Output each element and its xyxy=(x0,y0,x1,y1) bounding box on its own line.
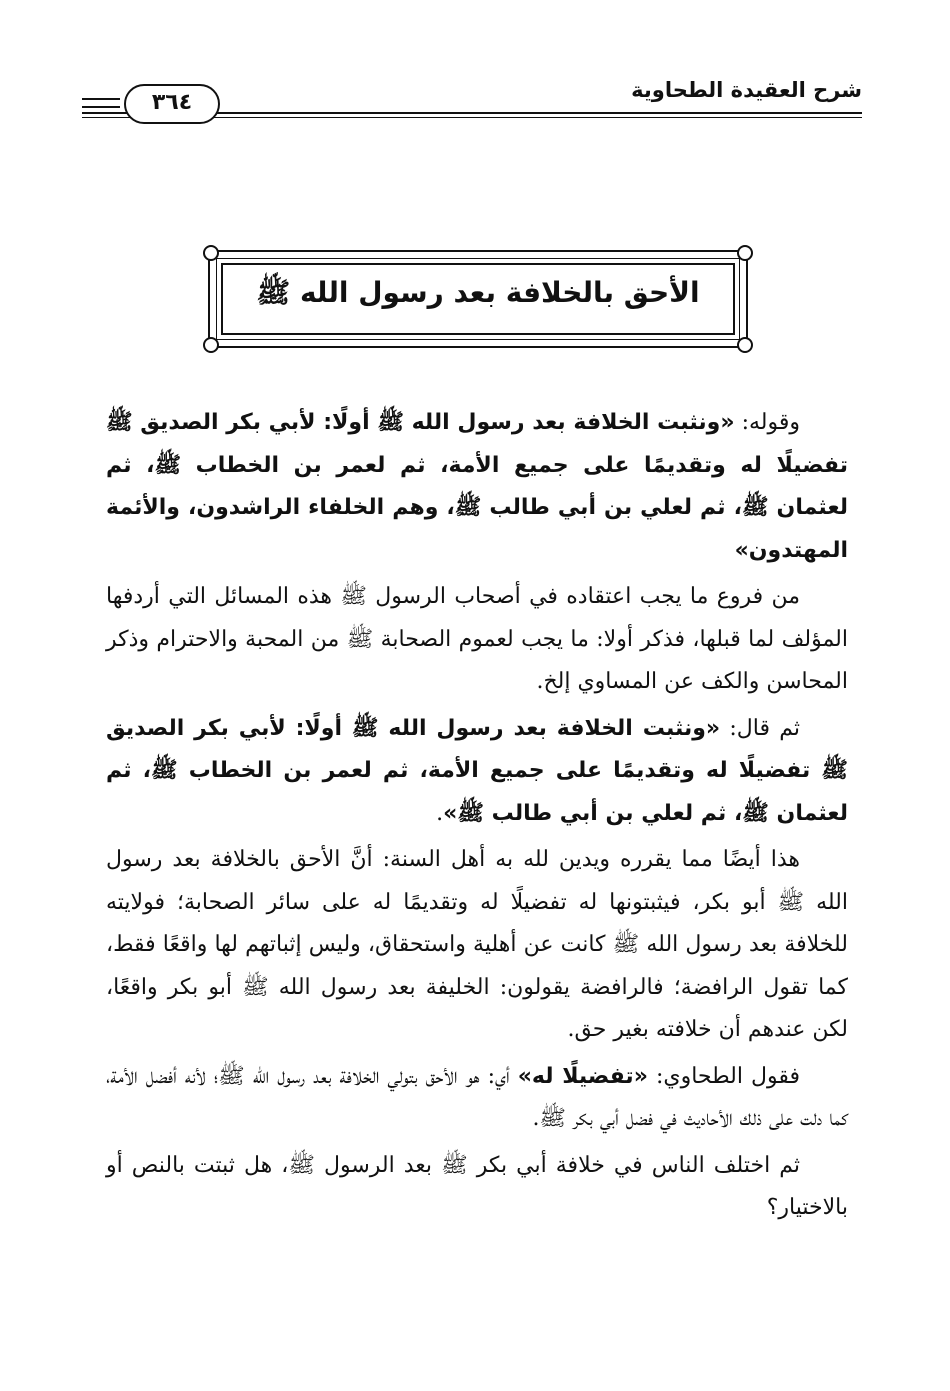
section-heading-frame xyxy=(208,250,748,348)
paragraph-text: ثم اختلف الناس في خلافة أبي بكر ﷺ بعد الرسول ﷺ، هل ثبتت بالنص أو بالاختيار؟ xyxy=(106,1152,848,1220)
paragraph xyxy=(106,1145,848,1230)
paragraph-tail: أي: هو الأحق بتولي الخلافة بعد رسول الله ﷺ؛ لأنه أفضل الأمة، كما دلت على ذلك الأحاديث في فضل أبي بكر ﷺ. xyxy=(106,1063,848,1131)
paragraph-tail: . xyxy=(436,800,444,826)
matn-quote: «ونثبت الخلافة بعد رسول الله ﷺ أولًا: لأبي بكر الصديق ﷺ تفضيلًا له وتقديمًا على جميع الأمة، ثم لعمر بن الخطاب ﷺ، ثم لعثمان ﷺ، ثم لعلي بن أبي طالب ﷺ» xyxy=(106,715,848,826)
corner-ornament-icon xyxy=(737,245,753,261)
paragraph xyxy=(106,576,848,704)
matn-quote: «تفضيلًا له» xyxy=(517,1063,648,1089)
corner-ornament-icon xyxy=(203,245,219,261)
paragraph-lead: ثم قال: xyxy=(720,715,800,741)
running-header xyxy=(82,72,862,122)
paragraph-lead: وقوله: xyxy=(734,410,800,435)
paragraph xyxy=(106,708,848,836)
corner-ornament-icon xyxy=(737,337,753,353)
corner-ornament-icon xyxy=(203,337,219,353)
paragraph-text: هذا أيضًا مما يقرره ويدين لله به أهل السنة: أنَّ الأحق بالخلافة بعد رسول الله ﷺ أبو بكر، فيثبتونها له تفضيلًا له وتقديمًا له على سائر الصحابة؛ فولايته للخلافة بعد رسول الله ﷺ كانت عن أهلية واستحقاق، وليس إثباتهم لها واقعًا فقط، كما تقول الرافضة؛ فالرافضة يقولون: الخليفة بعد رسول الله ﷺ أبو بكر واقعًا، لكن عندهم أن خلافته بغير حق. xyxy=(106,847,848,1042)
paragraph xyxy=(106,839,848,1052)
book-title: شرح العقيدة الطحاوية xyxy=(631,78,862,102)
page-number: ٣٦٤ xyxy=(124,84,220,124)
paragraph-text: من فروع ما يجب اعتقاده في أصحاب الرسول ﷺ هذه المسائل التي أردفها المؤلف لما قبلها، فذكر أولا: ما يجب لعموم الصحابة ﷺ من المحبة والاحترام وذكر المحاسن والكف عن المساوي إلخ. xyxy=(106,584,848,694)
body-text xyxy=(106,402,848,1234)
section-heading: الأحق بالخلافة بعد رسول الله ﷺ xyxy=(256,276,700,309)
paragraph xyxy=(106,402,848,572)
matn-quote: «ونثبت الخلافة بعد رسول الله ﷺ أولًا: لأبي بكر الصديق ﷺ تفضيلًا له وتقديمًا على جميع الأمة، ثم لعمر بن الخطاب ﷺ، ثم لعثمان ﷺ، ثم لعلي بن أبي طالب ﷺ، وهم الخلفاء الراشدون، والأئمة المهتدون» xyxy=(106,410,848,563)
header-ornament xyxy=(82,98,120,108)
paragraph-lead: فقول الطحاوي: xyxy=(647,1063,800,1089)
paragraph xyxy=(106,1056,848,1141)
